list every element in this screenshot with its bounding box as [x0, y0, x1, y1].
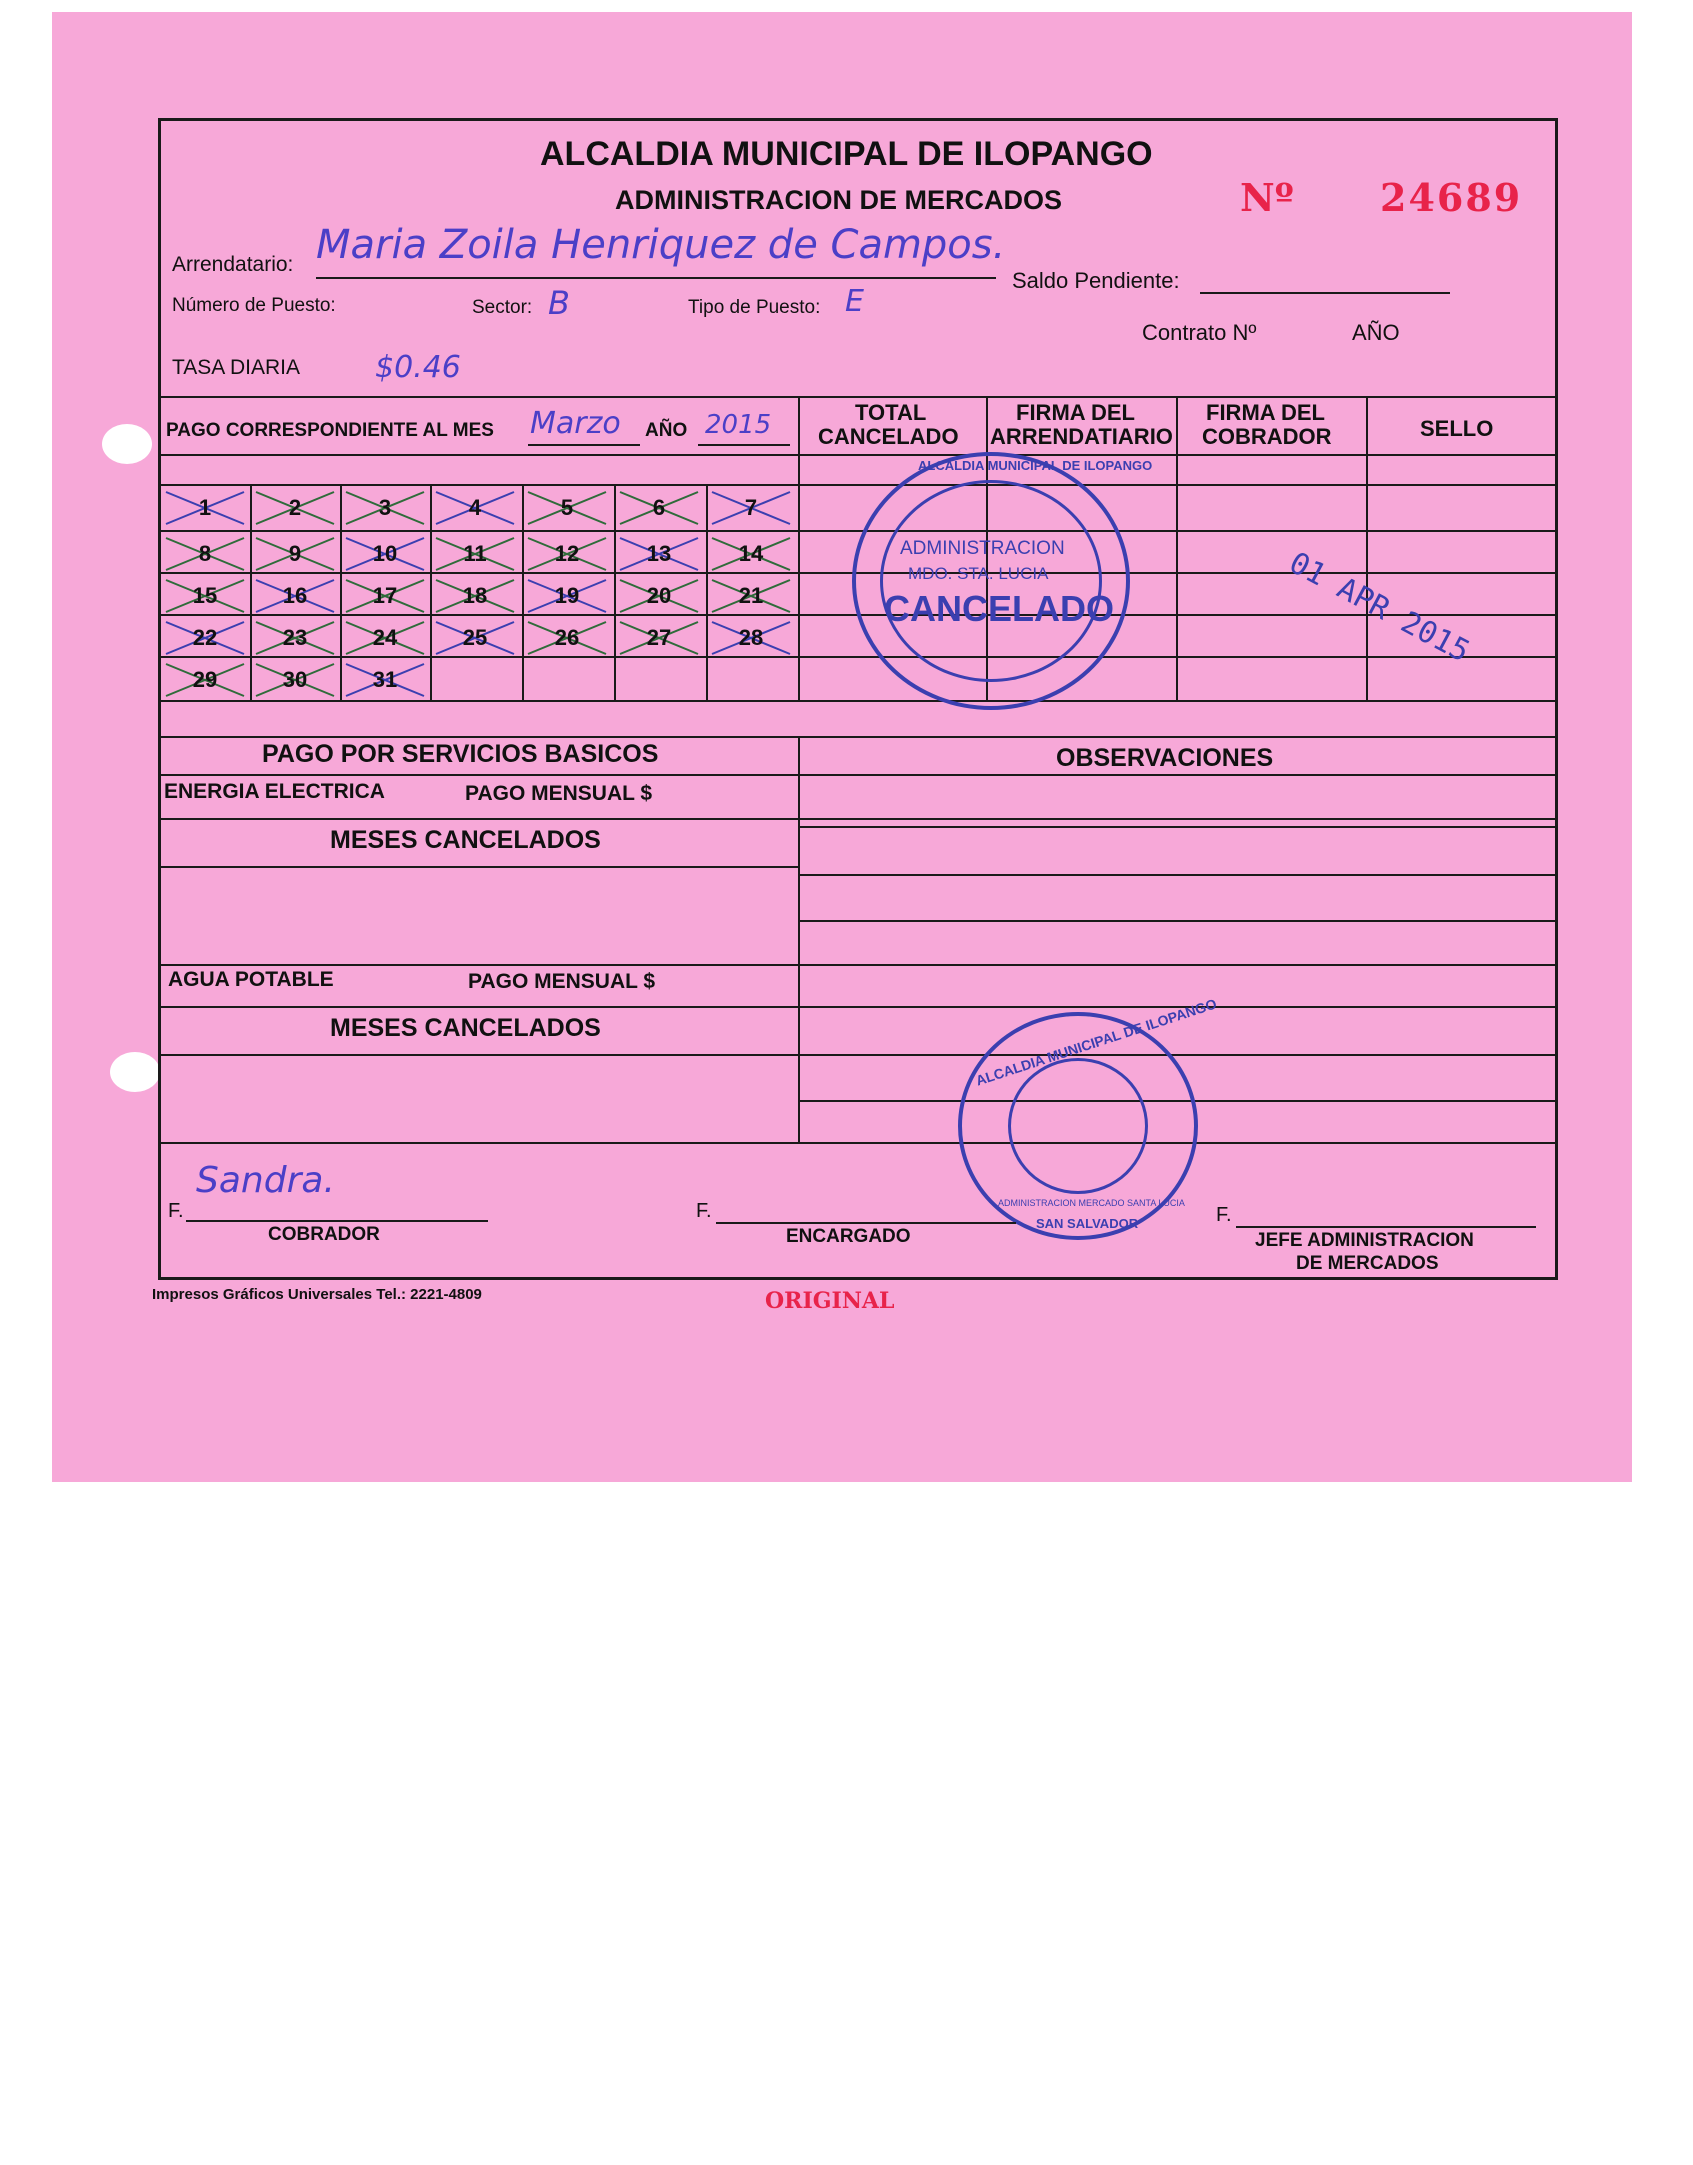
day-number: 24	[372, 625, 398, 650]
numero-puesto-label: Número de Puesto:	[172, 295, 336, 316]
servicios-line-2	[158, 818, 1558, 820]
lower-divider	[798, 736, 800, 1142]
day-cell	[250, 574, 340, 618]
day-cell	[340, 658, 430, 702]
tasa-diaria-label: TASA DIARIA	[172, 356, 300, 379]
ano-underline	[698, 444, 790, 446]
page-subtitle: ADMINISTRACION DE MERCADOS	[615, 185, 1063, 215]
day-cell	[706, 616, 796, 660]
saldo-pendiente-line	[1200, 292, 1450, 294]
page-title: ALCALDIA MUNICIPAL DE ILOPANGO	[540, 135, 1153, 173]
day-number: 16	[282, 583, 308, 608]
tipo-puesto-value: E	[845, 284, 864, 319]
table-top-line	[158, 396, 1558, 398]
obs-line-3	[798, 920, 1558, 922]
day-number: 2	[288, 495, 302, 520]
day-number: 25	[462, 625, 488, 650]
pago-ano-value: 2015	[705, 410, 772, 440]
day-cell	[430, 574, 520, 618]
table-bottom-line	[158, 736, 1558, 738]
servicios-line-4	[158, 964, 1558, 966]
day-number: 5	[560, 495, 574, 520]
day-cell	[522, 574, 612, 618]
col-total-2: CANCELADO	[818, 424, 959, 449]
day-number: 28	[738, 625, 764, 650]
day-cell	[160, 574, 250, 618]
municipal-seal-inner-ring	[1008, 1058, 1148, 1194]
day-cell	[706, 532, 796, 576]
stamp1-line2: MDO. STA. LUCIA	[908, 564, 1049, 583]
jefe-line	[1236, 1226, 1536, 1228]
day-number: 1	[198, 495, 212, 520]
col-sello: SELLO	[1420, 416, 1494, 441]
servicios-line-3	[158, 866, 798, 868]
stamp1-line3: CANCELADO	[884, 588, 1114, 629]
stamp1-ring-text: ALCALDIA MUNICIPAL DE ILOPANGO	[918, 458, 1153, 473]
encargado-line	[716, 1222, 1016, 1224]
seal-ring-text: ALCALDIA MUNICIPAL DE ILOPANGO	[973, 995, 1219, 1089]
original-mark: ORIGINAL	[765, 1288, 895, 1314]
jefe-label-2: DE MERCADOS	[1296, 1253, 1439, 1274]
day-number: 20	[646, 583, 672, 608]
day-cell	[706, 486, 796, 530]
obs-line-1	[798, 826, 1558, 828]
seal-inner-text: ADMINISTRACION MERCADO SANTA LUCIA	[998, 1198, 1185, 1208]
day-number: 23	[282, 625, 308, 650]
arrendatario-label: Arrendatario:	[172, 253, 294, 276]
encargado-label: ENCARGADO	[786, 1226, 911, 1247]
day-cell	[250, 658, 340, 702]
day-cell	[340, 486, 430, 530]
pago-mes-label: PAGO CORRESPONDIENTE AL MES	[166, 420, 494, 441]
seal-bottom-text: SAN SALVADOR	[1036, 1216, 1139, 1231]
cobrador-line	[186, 1220, 488, 1222]
col-total-1: TOTAL	[855, 400, 927, 425]
servicios-line-6	[158, 1054, 1558, 1056]
agua-meses-cancelados: MESES CANCELADOS	[330, 1014, 601, 1042]
day-cell	[340, 532, 430, 576]
punch-hole-bottom	[110, 1052, 160, 1092]
receipt-number: 24689	[1380, 175, 1523, 220]
day-number: 27	[646, 625, 672, 650]
municipal-seal	[958, 995, 1219, 1240]
day-number: 11	[463, 541, 487, 566]
tasa-diaria-value: $0.46	[375, 350, 461, 385]
day-cell	[614, 532, 704, 576]
day-number: 31	[372, 667, 398, 692]
day-number: 29	[192, 667, 218, 692]
day-number: 14	[738, 541, 764, 566]
day-number: 8	[198, 541, 212, 566]
servicios-title: PAGO POR SERVICIOS BASICOS	[262, 740, 659, 768]
receipt-number-label: Nº	[1240, 175, 1294, 220]
day-cell	[430, 616, 520, 660]
servicios-line-5	[158, 1006, 1558, 1008]
f2-label: F.	[696, 1200, 712, 1222]
day-number: 18	[462, 583, 488, 608]
day-cell	[614, 616, 704, 660]
day-number: 3	[378, 495, 392, 520]
f3-label: F.	[1216, 1204, 1232, 1226]
day-cell	[340, 574, 430, 618]
day-cell	[522, 532, 612, 576]
day-cell	[250, 532, 340, 576]
pago-mes-value: Marzo	[530, 406, 621, 441]
sector-label: Sector:	[472, 297, 533, 318]
arrendatario-underline	[316, 277, 996, 279]
day-number: 22	[192, 625, 218, 650]
pago-ano-label: AÑO	[645, 420, 688, 441]
cancelado-stamp	[852, 452, 1153, 710]
energia-label: ENERGIA ELECTRICA	[164, 780, 385, 803]
col-firma-cob-1: FIRMA DEL	[1206, 400, 1325, 425]
contrato-label: Contrato Nº	[1142, 320, 1257, 345]
energia-pago-mensual: PAGO MENSUAL $	[465, 782, 653, 805]
sector-value: B	[548, 284, 570, 322]
cobrador-signature: Sandra.	[196, 1160, 335, 1201]
date-stamp: 01 APR 2015	[1283, 545, 1476, 670]
mes-underline	[528, 444, 640, 446]
day-number: 17	[372, 583, 398, 608]
col-firma-arr-1: FIRMA DEL	[1016, 400, 1135, 425]
day-number: 15	[192, 583, 218, 608]
day-cell	[522, 486, 612, 530]
day-number: 6	[652, 495, 666, 520]
col-firma-cob-2: COBRADOR	[1202, 424, 1332, 449]
tipo-puesto-label: Tipo de Puesto:	[688, 297, 821, 318]
jefe-label-1: JEFE ADMINISTRACION	[1255, 1230, 1474, 1251]
punch-hole-top	[102, 424, 152, 464]
day-number: 21	[738, 583, 764, 608]
day-number: 12	[554, 541, 580, 566]
servicios-bottom	[158, 1142, 1558, 1144]
day-number: 10	[372, 541, 398, 566]
servicios-line-1	[158, 774, 1558, 776]
table-header-bottom	[158, 454, 1558, 456]
printer-credit: Impresos Gráficos Universales Tel.: 2221-4809	[152, 1286, 482, 1303]
agua-label: AGUA POTABLE	[168, 968, 334, 991]
contrato-ano-label: AÑO	[1352, 320, 1400, 345]
day-cell	[160, 486, 250, 530]
observaciones-title: OBSERVACIONES	[1056, 744, 1274, 772]
day-cell	[250, 486, 340, 530]
day-cell	[250, 616, 340, 660]
energia-meses-cancelados: MESES CANCELADOS	[330, 826, 601, 854]
agua-pago-mensual: PAGO MENSUAL $	[468, 970, 656, 993]
day-number: 4	[468, 495, 482, 520]
day-number: 7	[744, 495, 758, 520]
day-cell	[614, 574, 704, 618]
day-number: 30	[282, 667, 308, 692]
day-number: 9	[288, 541, 302, 566]
col-firma-arr-2: ARRENDATIARIO	[990, 424, 1173, 449]
f1-label: F.	[168, 1200, 184, 1222]
stamp1-line1: ADMINISTRACION	[900, 538, 1065, 559]
day-cell	[614, 486, 704, 530]
day-cell	[706, 574, 796, 618]
arrendatario-value: Maria Zoila Henriquez de Campos.	[316, 222, 1006, 268]
day-cell	[160, 658, 250, 702]
day-number: 19	[554, 583, 580, 608]
saldo-pendiente-label: Saldo Pendiente:	[1012, 268, 1180, 293]
day-cell	[160, 616, 250, 660]
day-cell	[522, 616, 612, 660]
day-cell	[160, 532, 250, 576]
day-number: 13	[646, 541, 672, 566]
day-cell	[430, 486, 520, 530]
obs-line-2	[798, 874, 1558, 876]
day-cell	[340, 616, 430, 660]
cobrador-label: COBRADOR	[268, 1224, 380, 1245]
day-number: 26	[554, 625, 580, 650]
day-cell	[430, 532, 520, 576]
